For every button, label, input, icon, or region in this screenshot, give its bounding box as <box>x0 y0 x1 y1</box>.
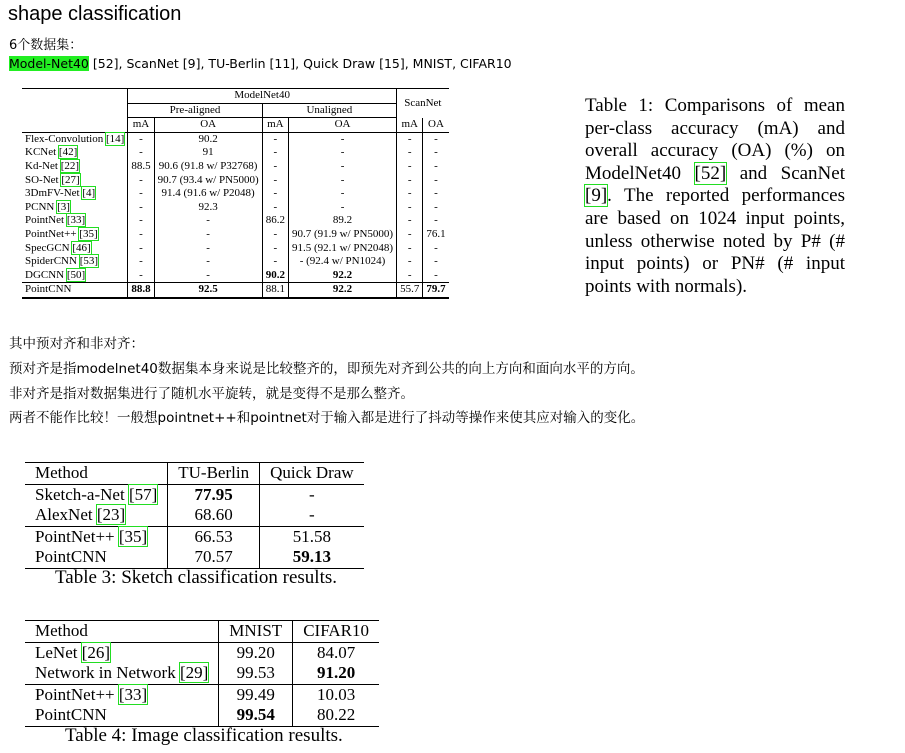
t1-cell: - <box>262 160 288 174</box>
citation-link[interactable]: [57] <box>128 484 158 504</box>
t1-row <box>22 255 449 269</box>
t1-cell: - <box>423 174 449 188</box>
citation-link[interactable]: [9] <box>585 185 608 207</box>
t1-method <box>22 228 128 242</box>
table3-caption: Table 3: Sketch classification results. <box>55 567 338 588</box>
t3-cell: 66.53 <box>168 526 260 547</box>
t1-cell: 92.2 <box>288 283 396 298</box>
t1-row <box>22 201 449 215</box>
t1-method-pointcnn: PointCNN <box>22 283 128 298</box>
t1-cell: 91.5 (92.1 w/ PN2048) <box>288 242 396 256</box>
t3-cell: 68.60 <box>168 505 260 526</box>
t1-cell: 88.5 <box>128 160 154 174</box>
t1-method <box>22 174 128 188</box>
t1-cell: - <box>423 255 449 269</box>
t1-cell: - <box>397 174 423 188</box>
t1-row <box>22 132 449 146</box>
citation-link[interactable]: [35] <box>79 227 98 240</box>
t1-method <box>22 214 128 228</box>
t1-col-header: mA <box>397 118 423 133</box>
t1-group-modelnet: ModelNet40 <box>128 89 397 104</box>
t1-cell: 92.5 <box>154 283 262 298</box>
t3-cell: 70.57 <box>168 547 260 568</box>
t3-method: PointCNN <box>25 547 168 568</box>
method-name: PointNet++ <box>35 684 119 704</box>
t1-col-header: OA <box>423 118 449 133</box>
citation-link[interactable]: [33] <box>118 684 148 704</box>
citation-link[interactable]: [33] <box>66 214 86 227</box>
t1-method <box>22 269 128 283</box>
t1-cell: - <box>262 201 288 215</box>
t1-cell: - <box>397 228 423 242</box>
method-name: PCNN <box>25 200 58 213</box>
t1-cell: - <box>397 242 423 256</box>
citation-link[interactable]: [53] <box>79 255 99 268</box>
t1-cell: - <box>288 174 396 188</box>
method-name: PointNet++ <box>25 227 80 240</box>
t1-cell: - <box>423 160 449 174</box>
citation-link[interactable]: [23] <box>96 505 126 525</box>
t1-cell: 86.2 <box>262 214 288 228</box>
t3-header: TU-Berlin <box>168 463 260 485</box>
t3-header: Quick Draw <box>260 463 364 485</box>
t1-cell: - <box>288 187 396 201</box>
t1-cell: 91 <box>154 146 262 160</box>
method-name: SpiderCNN <box>25 255 80 268</box>
t3-method <box>25 505 168 526</box>
t4-cell: 80.22 <box>293 705 379 726</box>
t1-cell: - <box>262 242 288 256</box>
note-line: 两者不能作比较！一般想pointnet++和pointnet对于输入都是进行了抖动等操作来使其应对输入的变化。 <box>9 410 645 426</box>
t4-cell: 99.49 <box>219 684 293 705</box>
t1-cell: - <box>423 269 449 283</box>
t1-cell: - <box>154 228 262 242</box>
t4-cell: 84.07 <box>293 642 379 663</box>
t1-cell: - <box>288 132 396 146</box>
t3-method <box>25 526 168 547</box>
note-line: 其中预对齐和非对齐： <box>9 336 144 352</box>
t1-cell: - <box>262 146 288 160</box>
t1-cell: - <box>288 146 396 160</box>
t1-row <box>22 242 449 256</box>
caption1-text: Table 1: Comparisons of mean per-class accuracy (mA) and overall accuracy (OA) (%) on ModelNet40 <box>585 95 845 184</box>
t4-cell: 99.54 <box>219 705 293 726</box>
t1-row <box>22 214 449 228</box>
t1-cell: 79.7 <box>423 283 449 298</box>
datasets-list <box>9 56 512 71</box>
t1-cell: - <box>423 132 449 146</box>
t1-row <box>22 160 449 174</box>
t1-cell: - <box>262 132 288 146</box>
t1-cell: - <box>128 242 154 256</box>
t1-cell: - <box>154 269 262 283</box>
t1-method <box>22 160 128 174</box>
t1-method <box>22 255 128 269</box>
t1-cell: - <box>397 146 423 160</box>
citation-link[interactable]: [52] <box>694 162 727 184</box>
citation-link[interactable]: [35] <box>118 526 148 546</box>
highlighted-dataset: Model-Net40 <box>9 56 89 71</box>
t1-cell: - <box>128 214 154 228</box>
t1-spacer <box>22 103 128 118</box>
t1-cell: - <box>262 187 288 201</box>
t1-col-header: mA <box>262 118 288 133</box>
method-name: KCNet <box>25 146 59 159</box>
t1-row <box>22 228 449 242</box>
t1-method <box>22 242 128 256</box>
t1-spacer <box>22 118 128 133</box>
t1-method <box>22 132 128 146</box>
t1-row <box>22 174 449 188</box>
citation-link[interactable]: [50] <box>66 268 86 281</box>
t1-cell: - <box>397 187 423 201</box>
t1-cell: - <box>397 201 423 215</box>
t1-cell: - <box>288 201 396 215</box>
t1-cell: - <box>154 214 262 228</box>
table1-caption <box>585 95 845 298</box>
t1-cell: - <box>423 187 449 201</box>
t1-cell: - <box>128 255 154 269</box>
t1-cell: 88.8 <box>128 283 154 298</box>
t1-cell: - <box>128 146 154 160</box>
citation-link[interactable]: [14] <box>105 132 125 145</box>
t1-cell: 90.7 (91.9 w/ PN5000) <box>288 228 396 242</box>
datasets-heading: 6个数据集： <box>9 38 83 53</box>
t1-row <box>22 187 449 201</box>
t1-col-header: OA <box>288 118 396 133</box>
t4-method <box>25 684 219 705</box>
method-name: SpecGCN <box>25 241 73 254</box>
note-line: 预对齐是指modelnet40数据集本身来说是比较整齐的，即预先对齐到公共的向上方向和面向水平的方向。 <box>9 361 644 377</box>
t1-cell: - <box>397 160 423 174</box>
t4-cell: 99.20 <box>219 642 293 663</box>
t1-corner <box>22 89 128 104</box>
t1-sub-unaligned: Unaligned <box>262 103 396 118</box>
t1-row <box>22 146 449 160</box>
t1-cell: 90.6 (91.8 w/ P32768) <box>154 160 262 174</box>
t1-sub-prealigned: Pre-aligned <box>128 103 262 118</box>
t4-header: MNIST <box>219 621 293 643</box>
caption1-text: . The reported performances are based on 1024 input points, unless otherwise noted by P# (# input points) or PN# (# input points with normals). <box>585 185 845 297</box>
t1-cell: - <box>128 174 154 188</box>
t1-cell: - <box>128 228 154 242</box>
method-name: Kd-Net <box>25 159 61 172</box>
page-title: shape classification <box>8 3 182 25</box>
t1-method <box>22 187 128 201</box>
citation-link[interactable]: [46] <box>72 241 91 254</box>
t3-cell: 51.58 <box>260 526 364 547</box>
t1-cell: - (92.4 w/ PN1024) <box>288 255 396 269</box>
t1-cell: - <box>397 255 423 269</box>
t1-method <box>22 146 128 160</box>
t1-cell: 90.7 (93.4 w/ PN5000) <box>154 174 262 188</box>
t1-cell: - <box>423 201 449 215</box>
t1-cell: 92.3 <box>154 201 262 215</box>
method-name: PointNet <box>25 214 67 227</box>
t1-cell: - <box>128 187 154 201</box>
citation-link[interactable]: [22] <box>60 159 80 172</box>
t4-cell: 10.03 <box>293 684 379 705</box>
t4-cell: 99.53 <box>219 663 293 684</box>
sketch-table <box>25 462 364 569</box>
t1-cell: 55.7 <box>397 283 423 298</box>
t3-cell: 59.13 <box>260 547 364 568</box>
t1-row <box>22 269 449 283</box>
table4-caption: Table 4: Image classification results. <box>65 725 343 746</box>
t1-cell: 92.2 <box>288 269 396 283</box>
t1-cell: - <box>397 269 423 283</box>
t1-cell: - <box>288 160 396 174</box>
method-name: SO-Net <box>25 173 62 186</box>
t4-method <box>25 642 219 663</box>
t3-cell: - <box>260 484 364 505</box>
citation-link[interactable]: [27] <box>61 173 80 186</box>
t1-cell: 89.2 <box>288 214 396 228</box>
t1-group-scannet: ScanNet <box>397 89 449 118</box>
t3-header: Method <box>25 463 168 485</box>
t1-cell: - <box>154 242 262 256</box>
t4-header: CIFAR10 <box>293 621 379 643</box>
citation-link[interactable]: [3] <box>57 200 70 213</box>
t1-cell: 88.1 <box>262 283 288 298</box>
citation-link[interactable]: [26] <box>81 642 111 662</box>
t1-cell: - <box>262 255 288 269</box>
t1-cell: - <box>397 214 423 228</box>
method-name: PointNet++ <box>35 526 119 546</box>
t1-cell: - <box>154 255 262 269</box>
method-name: DGCNN <box>25 268 67 281</box>
t3-cell: 77.95 <box>168 484 260 505</box>
method-name: AlexNet <box>35 505 97 525</box>
t1-cell: - <box>128 269 154 283</box>
method-name: Flex-Convolution <box>25 132 106 145</box>
method-name: 3DmFV-Net <box>25 187 83 200</box>
t1-cell: 76.1 <box>423 228 449 242</box>
note-line: 非对齐是指对数据集进行了随机水平旋转，就是变得不是那么整齐。 <box>9 386 414 402</box>
t1-cell: - <box>397 132 423 146</box>
datasets-rest: [52], ScanNet [9], TU-Berlin [11], Quick Draw [15], MNIST, CIFAR10 <box>88 56 512 71</box>
t3-cell: - <box>260 505 364 526</box>
t1-col-header: OA <box>154 118 262 133</box>
t4-header: Method <box>25 621 219 643</box>
t1-cell: 90.2 <box>154 132 262 146</box>
t1-cell: - <box>262 174 288 188</box>
t1-col-header: mA <box>128 118 154 133</box>
caption1-text: and ScanNet <box>726 162 845 184</box>
method-name: LeNet <box>35 642 82 662</box>
t1-cell: - <box>423 146 449 160</box>
t4-method <box>25 663 219 684</box>
t1-method <box>22 201 128 215</box>
citation-link[interactable]: [4] <box>82 187 96 200</box>
citation-link[interactable]: [42] <box>58 146 78 159</box>
t1-cell: - <box>128 201 154 215</box>
method-name: Network in Network <box>35 663 180 683</box>
t1-cell: - <box>423 214 449 228</box>
t3-method <box>25 484 168 505</box>
t1-cell: - <box>423 242 449 256</box>
t1-cell: - <box>128 132 154 146</box>
t4-method: PointCNN <box>25 705 219 726</box>
t1-cell: 91.4 (91.6 w/ P2048) <box>154 187 262 201</box>
citation-link[interactable]: [29] <box>179 663 209 683</box>
modelnet-scannet-table <box>22 88 449 299</box>
t4-cell: 91.20 <box>293 663 379 684</box>
image-table <box>25 620 379 727</box>
method-name: Sketch-a-Net <box>35 484 129 504</box>
t1-cell: 90.2 <box>262 269 288 283</box>
t1-cell: - <box>262 228 288 242</box>
